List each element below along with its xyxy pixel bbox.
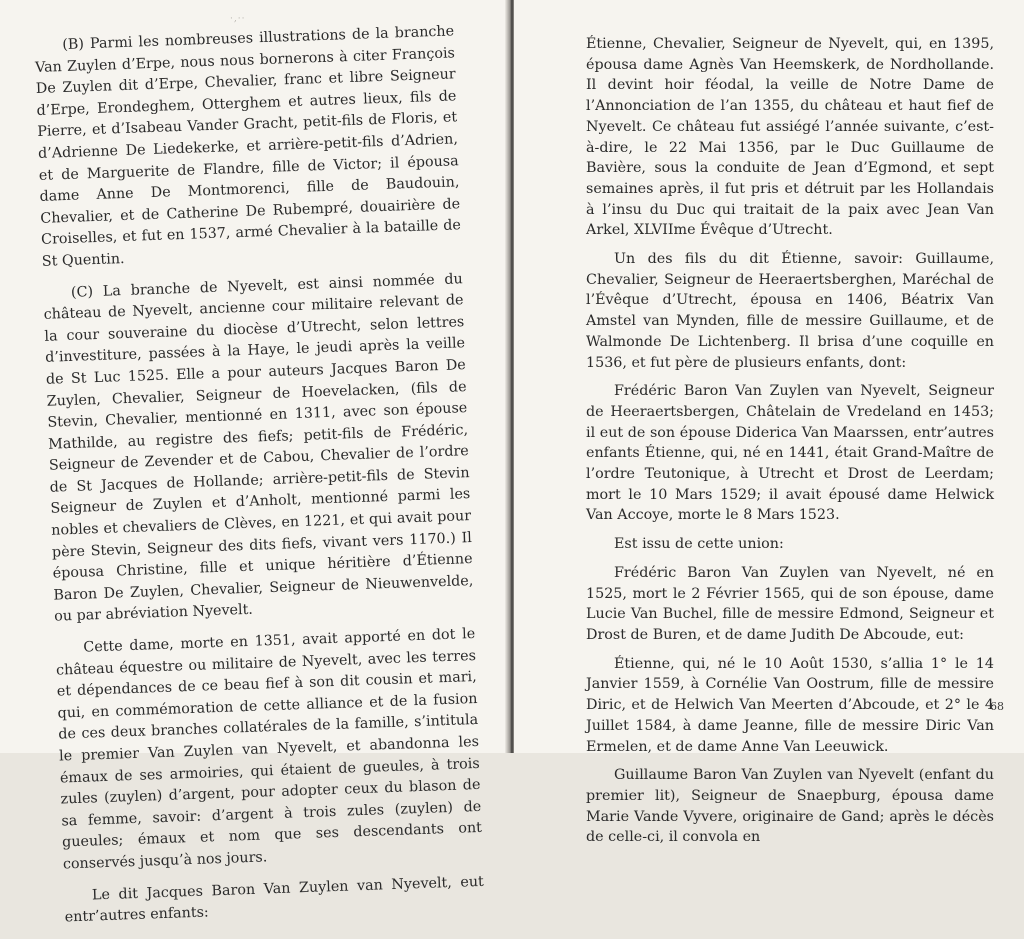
paragraph-b: (B) Parmi les nombreuses illustrations de la branche Van Zuylen d’Erpe, nous nous bornerons à citer François De Zuylen dit d’Erpe, Chevalier, franc et libre Seigneur d’Erpe, Erondeghem, Otterghem et autres lieux, fils de Pierre, et d’Isabeau Vander Gracht, petit-fils de Floris, et d’Adrienne De Liedekerke, et arrière-petit-fils d’Adrien, et de Marguerite de Flandre, fille de Victor; il épousa dame Anne De Montmorenci, fille de Baudouin, Chevalier, et de Catherine De Rubempré, douairière de Croiselles, et fut en 1537, armé Chevalier à la bataille de St Quentin. [34,23,462,270]
right-page [514,0,1024,846]
paragraph-guillaume: Guillaume Baron Van Zuylen van Nyevelt (enfant du premier lit), Seigneur de Snaepburg, épousa dame Marie Vande Vyvere, originaire de Gand; après le décès de celle-ci, il convola en [586,767,994,846]
paragraph-un-des-fils: Un des fils du dit Étienne, savoir: Guillaume, Chevalier, Seigneur de Heeraertsberghen, Maréchal de l’Évêque d’Utrecht, épousa en 1406, Béatrix Van Amstel van Mynden, fille de messire Guillaume, et de Walmonde De Lichtenberg. Il brisa d’une coquille en 1536, et fut père de plusieurs enfants, dont: [586,251,994,371]
paragraph-cette-dame: Cette dame, morte en 1351, avait apporté en dot le château équestre ou militaire de Nyevelt, avec les terres et dépendances de ce beau fief à son dit cousin et mari, qui, en commémoration de cette alliance et de la fusion de ces deux branches collatérales de la famille, s’intitula le premier Van Zuylen van Nyevelt, et abandonna les émaux de ses armoiries, qui étaient de gueules, à trois zules (zuylen) d’argent, pour adopter ceux du blason de sa femme, savoir: d’argent à trois zules (zuylen) de gueules; émaux et nom que ses descendants ont conservés jusqu’à nos jours. [55,626,483,873]
paragraph-frederic-2: Frédéric Baron Van Zuylen van Nyevelt, né en 1525, mort le 2 Février 1565, qui de son épouse, dame Lucie Van Buchel, fille de messire Edmond, Seigneur et Drost de Buren, et de dame Judith De Abcoude, eut: [586,564,994,643]
left-page [0,0,510,926]
right-text-column [586,34,994,856]
paragraph-frederic-1: Frédéric Baron Van Zuylen van Nyevelt, Seigneur de Heeraertsbergen, Châtelain de Vredeland en 1453; il eut de son épouse Diderica Van Maarssen, entr’autres enfants Étienne, qui, né en 1441, était Grand-Maître de l’ordre Teutonique, à Utrecht et Drost de Leerdam; mort le 10 Mars 1529; il avait épousé dame Helwick Van Accoye, morte le 8 Mars 1523. [586,383,994,524]
paragraph-etienne-chevalier: Étienne, Chevalier, Seigneur de Nyevelt, qui, en 1395, épousa dame Agnès Van Heemskerk, de Nordhollande. Il devint hoir féodal, la veille de Notre Dame de l’Annonciation de l’an 1355, du château et haut fief de Nyevelt. Ce château fut assiégé l’année suivante, c’est-à-dire, le 22 Mai 1356, par le Duc Guillaume de Bavière, sous la conduite de Jean d’Egmond, et sept semaines après, il fut pris et détruit par les Hollandais à l’insu du Duc qui traitait de la paix avec Jean Van Arkel, XLVIIme Évêque d’Utrecht. [586,36,994,239]
paragraph-c: (C) La branche de Nyevelt, est ainsi nommée du château de Nyevelt, ancienne cour militaire relevant de la cour souveraine du diocèse d’Utrecht, selon lettres d’investiture, passées à la Haye, le jeudi après la veille de St Luc 1525. Elle a pour auteurs Jacques Baron De Zuylen, Chevalier, Seigneur de Hoevelacken, (fils de Stevin, Chevalier, mentionné en 1311, avec son épouse Mathilde, au registre des fiefs; petit-fils de Frédéric, Seigneur de Zevender et de Cabou, Chevalier de l’ordre de St Jacques de Hollande; arrière-petit-fils de Stevin Seigneur de Zuylen et d’Anholt, mentionné parmi les nobles et chevaliers de Clèves, en 1221, et qui avait pour père Stevin, Seigneur des dits fiefs, vivant vers 1170.) Il épousa Christine, fille et unique héritière d’Étienne Baron De Zuylen, Chevalier, Seigneur de Nieuwenvelde, ou par abréviation Nyevelt. [43,270,474,626]
running-head-mark: ·‚·· [230,14,246,24]
left-text-column [34,21,485,939]
paragraph-etienne-1530: Étienne, qui, né le 10 Août 1530, s’allia 1° le 14 Janvier 1559, à Cornélie Van Oostrum, fille de messire Diric, et de Helwich Van Meerten d’Abcoude, et 2° le 4 Juillet 1584, à dame Jeanne, fille de messire Diric Van Ermelen, et de dame Anne Van Leeuwick. [586,655,994,755]
page-number: 68 [990,700,1004,713]
paragraph-est-issu: Est issu de cette union: [614,536,784,553]
paragraph-le-dit-jacques: Le dit Jacques Baron Van Zuylen van Nyevelt, eut entr’autres enfants: [64,873,485,926]
